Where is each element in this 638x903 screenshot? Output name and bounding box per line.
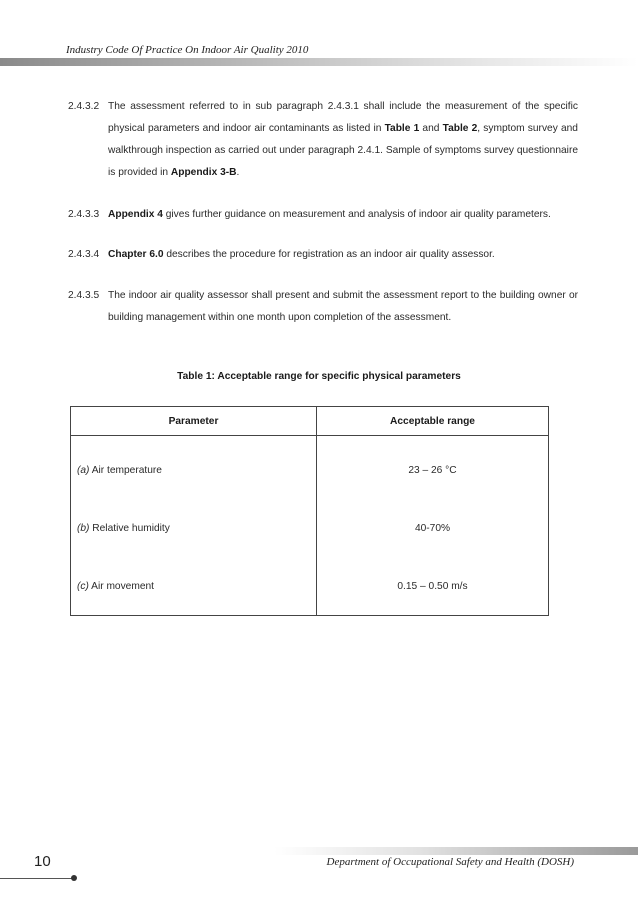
table-row [71,499,549,557]
paragraph-2-4-3-5 [68,285,578,329]
table-row [71,557,549,616]
footer-department: Department of Occupational Safety and Health (DOSH) [326,856,574,868]
parameter-cell: (b) Relative humidity [71,499,317,557]
appendix-4-ref: Appendix 4 [108,209,163,220]
table-caption: Table 1: Acceptable range for specific physical parameters [177,371,461,382]
footer-rule [274,847,638,855]
range-cell: 23 – 26 °C [408,464,457,476]
header-rule [0,58,638,66]
parameter-cell: (a) Air temperature [71,436,317,500]
range-cell: 40-70% [414,522,451,534]
paragraph-number: 2.4.3.4 [68,249,100,260]
parameters-table [70,406,549,616]
column-header-parameter: Parameter [71,407,317,436]
paragraph-text: Chapter 6.0 describes the procedure for registration as an indoor air quality assessor. [108,249,495,260]
appendix-3b-ref: Appendix 3-B [170,167,237,178]
paragraph-number: 2.4.3.5 [68,290,100,301]
running-header: Industry Code Of Practice On Indoor Air Quality 2010 [66,44,309,56]
paragraph-2-4-3-2 [68,96,578,184]
chapter-6-ref: Chapter 6.0 [108,249,164,260]
paragraph-text: The indoor air quality assessor shall present and submit the assessment report to the building owner or building management within one month upon completion of the assessment. [108,290,578,323]
paragraph-number: 2.4.3.3 [68,209,100,220]
parameter-cell: (c) Air movement [71,557,317,616]
paragraph-2-4-3-3 [68,204,578,226]
table2-ref: Table 2 [442,123,478,134]
paragraph-2-4-3-4 [68,244,578,266]
table1-ref: Table 1 [384,123,420,134]
paragraph-number: 2.4.3.2 [68,101,100,112]
paragraph-text: The assessment referred to in sub paragraph 2.4.3.1 shall include the measurement of the specific physical parameters and indoor air contaminants as listed in Table 1 and Table 2, symptom survey and walkthrough inspection as carried out under paragraph 2.4.1. Sample of symptoms survey questionnaire is provided in Appendix 3-B. [108,101,578,178]
table-row [71,436,549,500]
column-header-range: Acceptable range [317,407,549,436]
range-cell: 0.15 – 0.50 m/s [397,580,468,592]
footer-line [0,878,74,879]
page-number: 10 [34,853,51,870]
table-header-row [71,407,549,436]
paragraph-text: Appendix 4 gives further guidance on measurement and analysis of indoor air quality parameters. [108,209,551,220]
footer-dot-icon [71,875,77,881]
